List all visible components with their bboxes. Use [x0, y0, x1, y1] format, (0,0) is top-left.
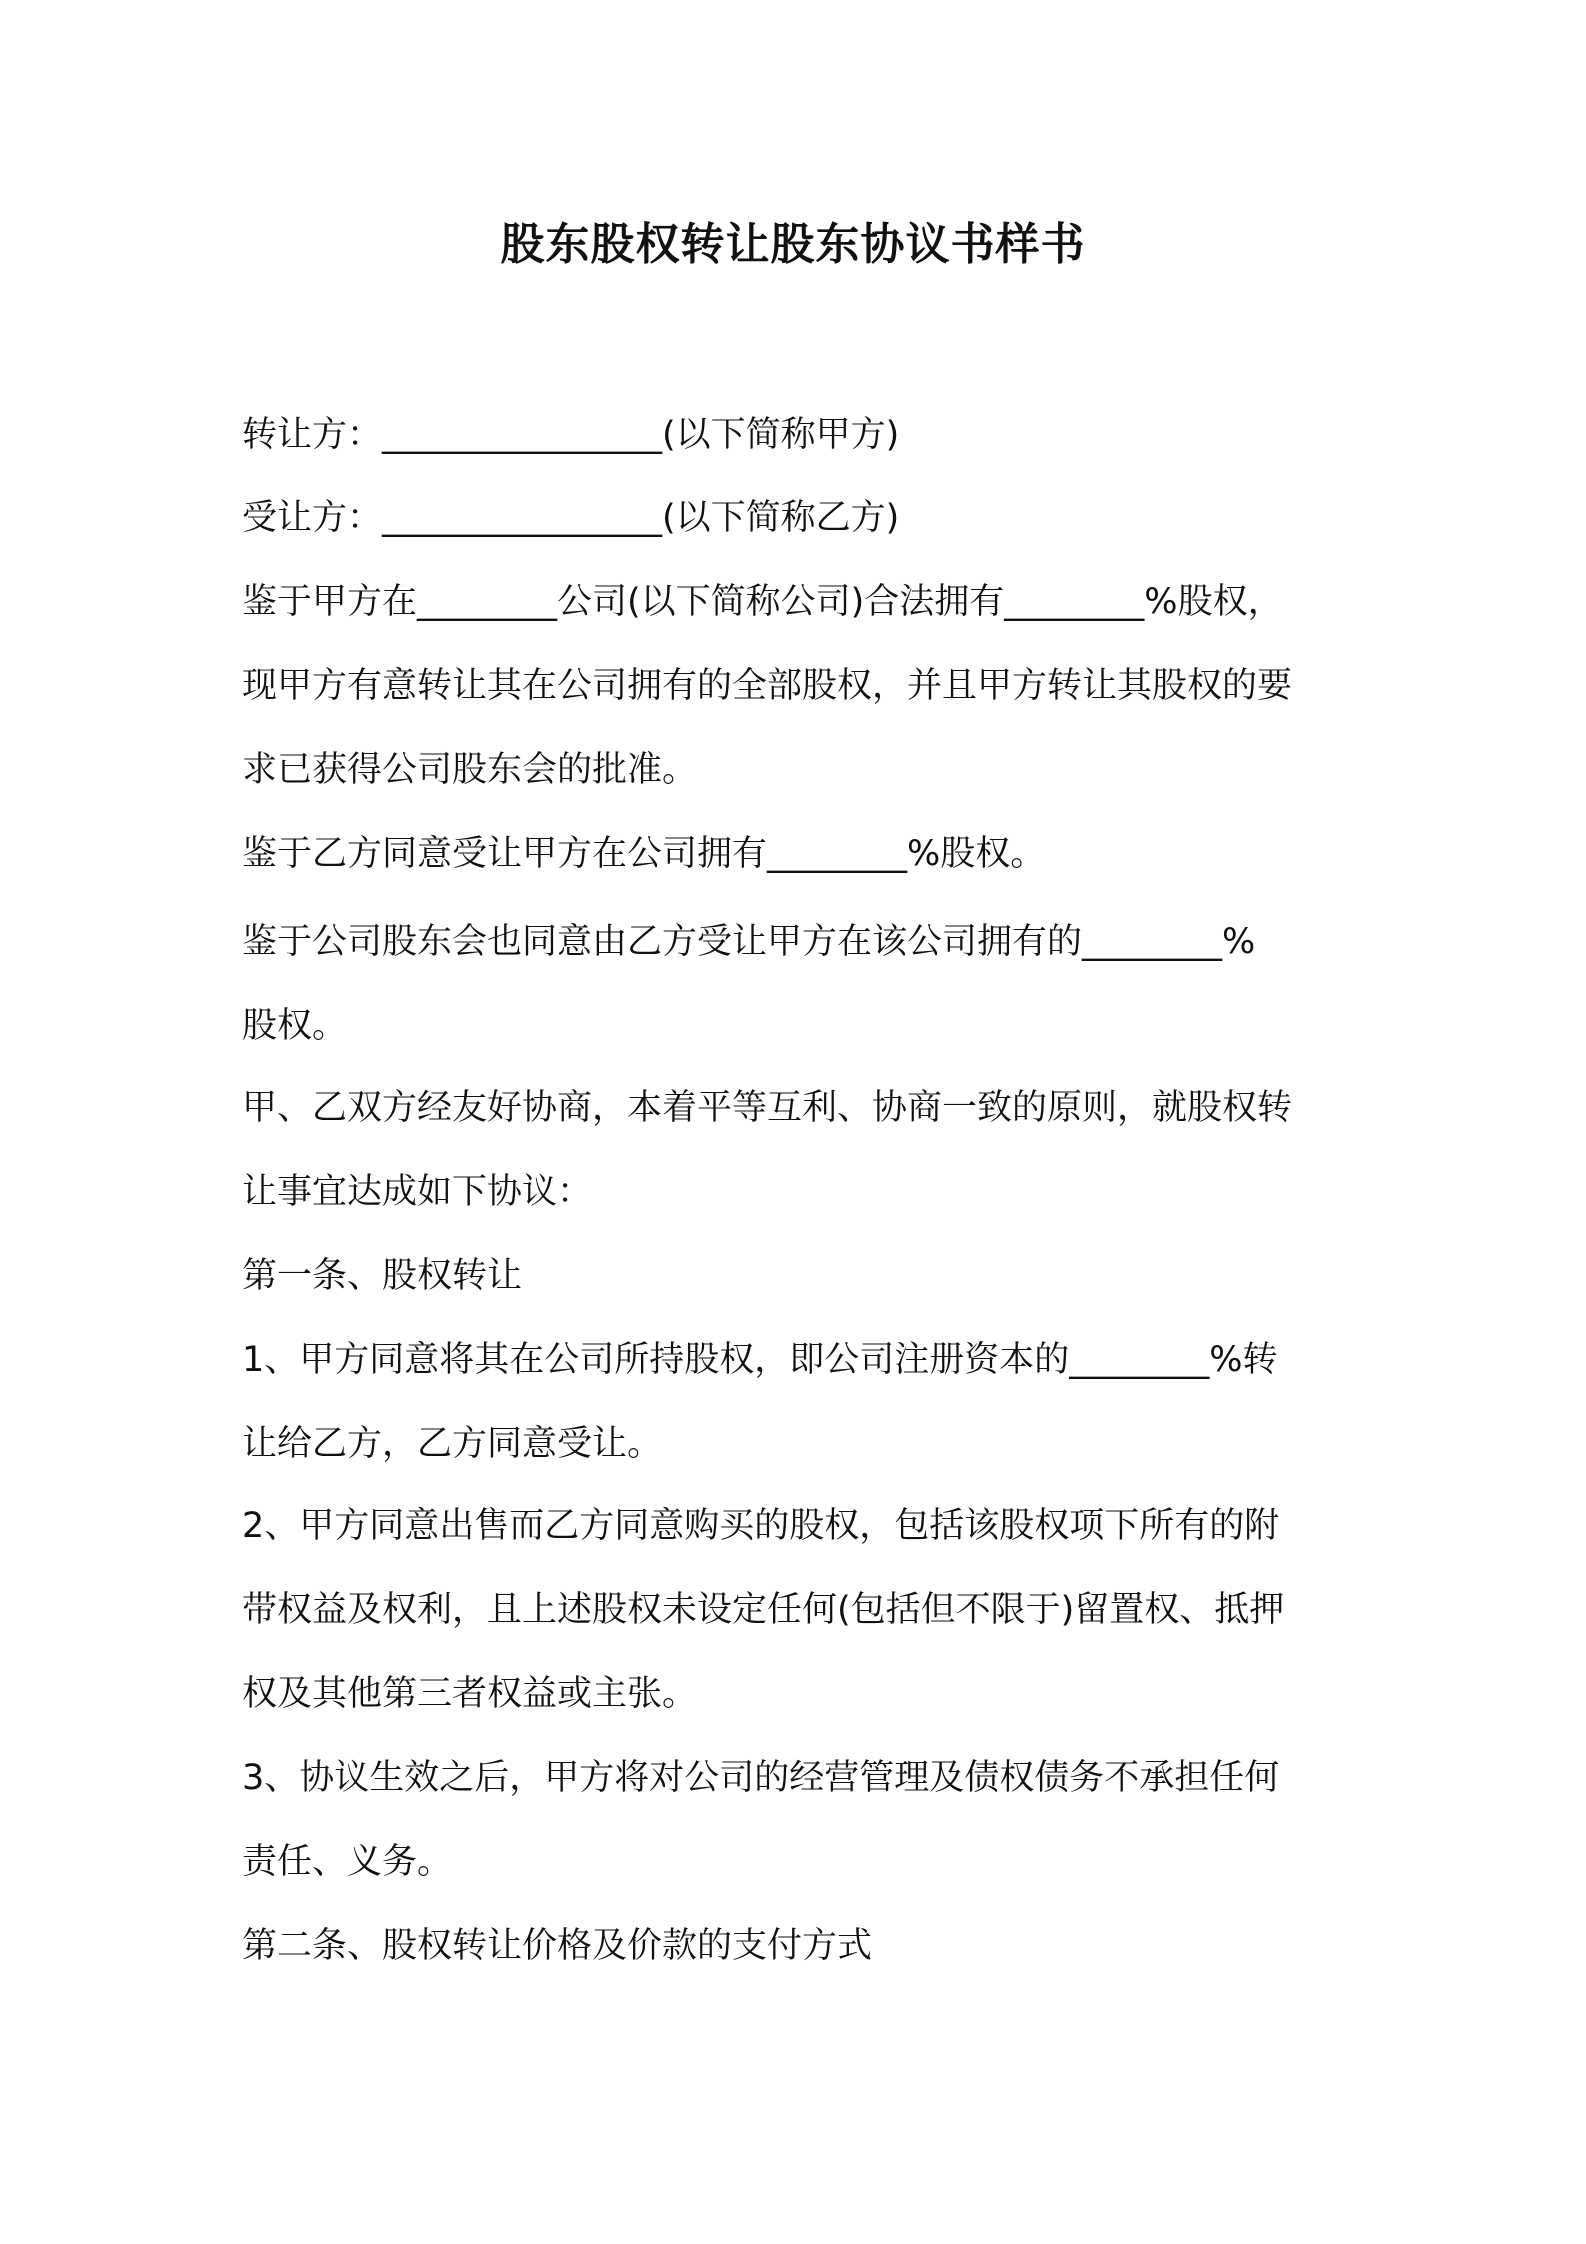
recital-3-line-2: 股权。: [242, 1006, 348, 1046]
transferor-line: 转让方：________________(以下简称甲方): [242, 415, 900, 455]
preamble-line-1: 甲、乙双方经友好协商，本着平等互利、协商一致的原则，就股权转: [242, 1088, 1293, 1128]
recital-1-line-2: 现甲方有意转让其在公司拥有的全部股权，并且甲方转让其股权的要: [242, 666, 1293, 706]
article-2-heading: 第二条、股权转让价格及价款的支付方式: [242, 1926, 873, 1966]
clause-1-line-1: 1、甲方同意将其在公司所持股权，即公司注册资本的________%转: [242, 1340, 1278, 1380]
preamble-line-2: 让事宜达成如下协议：: [242, 1172, 593, 1212]
clause-2-line-3: 权及其他第三者权益或主张。: [242, 1674, 698, 1714]
recital-1-line-1: 鉴于甲方在________公司(以下简称公司)合法拥有________%股权，: [242, 582, 1283, 622]
clause-1-line-2: 让给乙方，乙方同意受让。: [242, 1424, 663, 1464]
recital-3-line-1: 鉴于公司股东会也同意由乙方受让甲方在该公司拥有的________%: [242, 922, 1256, 962]
clause-3-line-1: 3、协议生效之后，甲方将对公司的经营管理及债权债务不承担任何: [242, 1758, 1280, 1798]
clause-2-line-1: 2、甲方同意出售而乙方同意购买的股权，包括该股权项下所有的附: [242, 1506, 1280, 1546]
document-title: 股东股权转让股东协议书样书: [500, 219, 1086, 270]
clause-3-line-2: 责任、义务。: [242, 1842, 453, 1882]
recital-1-line-3: 求已获得公司股东会的批准。: [242, 750, 698, 790]
article-1-heading: 第一条、股权转让: [242, 1256, 523, 1296]
clause-2-line-2: 带权益及权利，且上述股权未设定任何(包括但不限于)留置权、抵押: [242, 1590, 1285, 1630]
recital-2-line: 鉴于乙方同意受让甲方在公司拥有________%股权。: [242, 834, 1046, 874]
transferee-line: 受让方：________________(以下简称乙方): [242, 498, 900, 538]
